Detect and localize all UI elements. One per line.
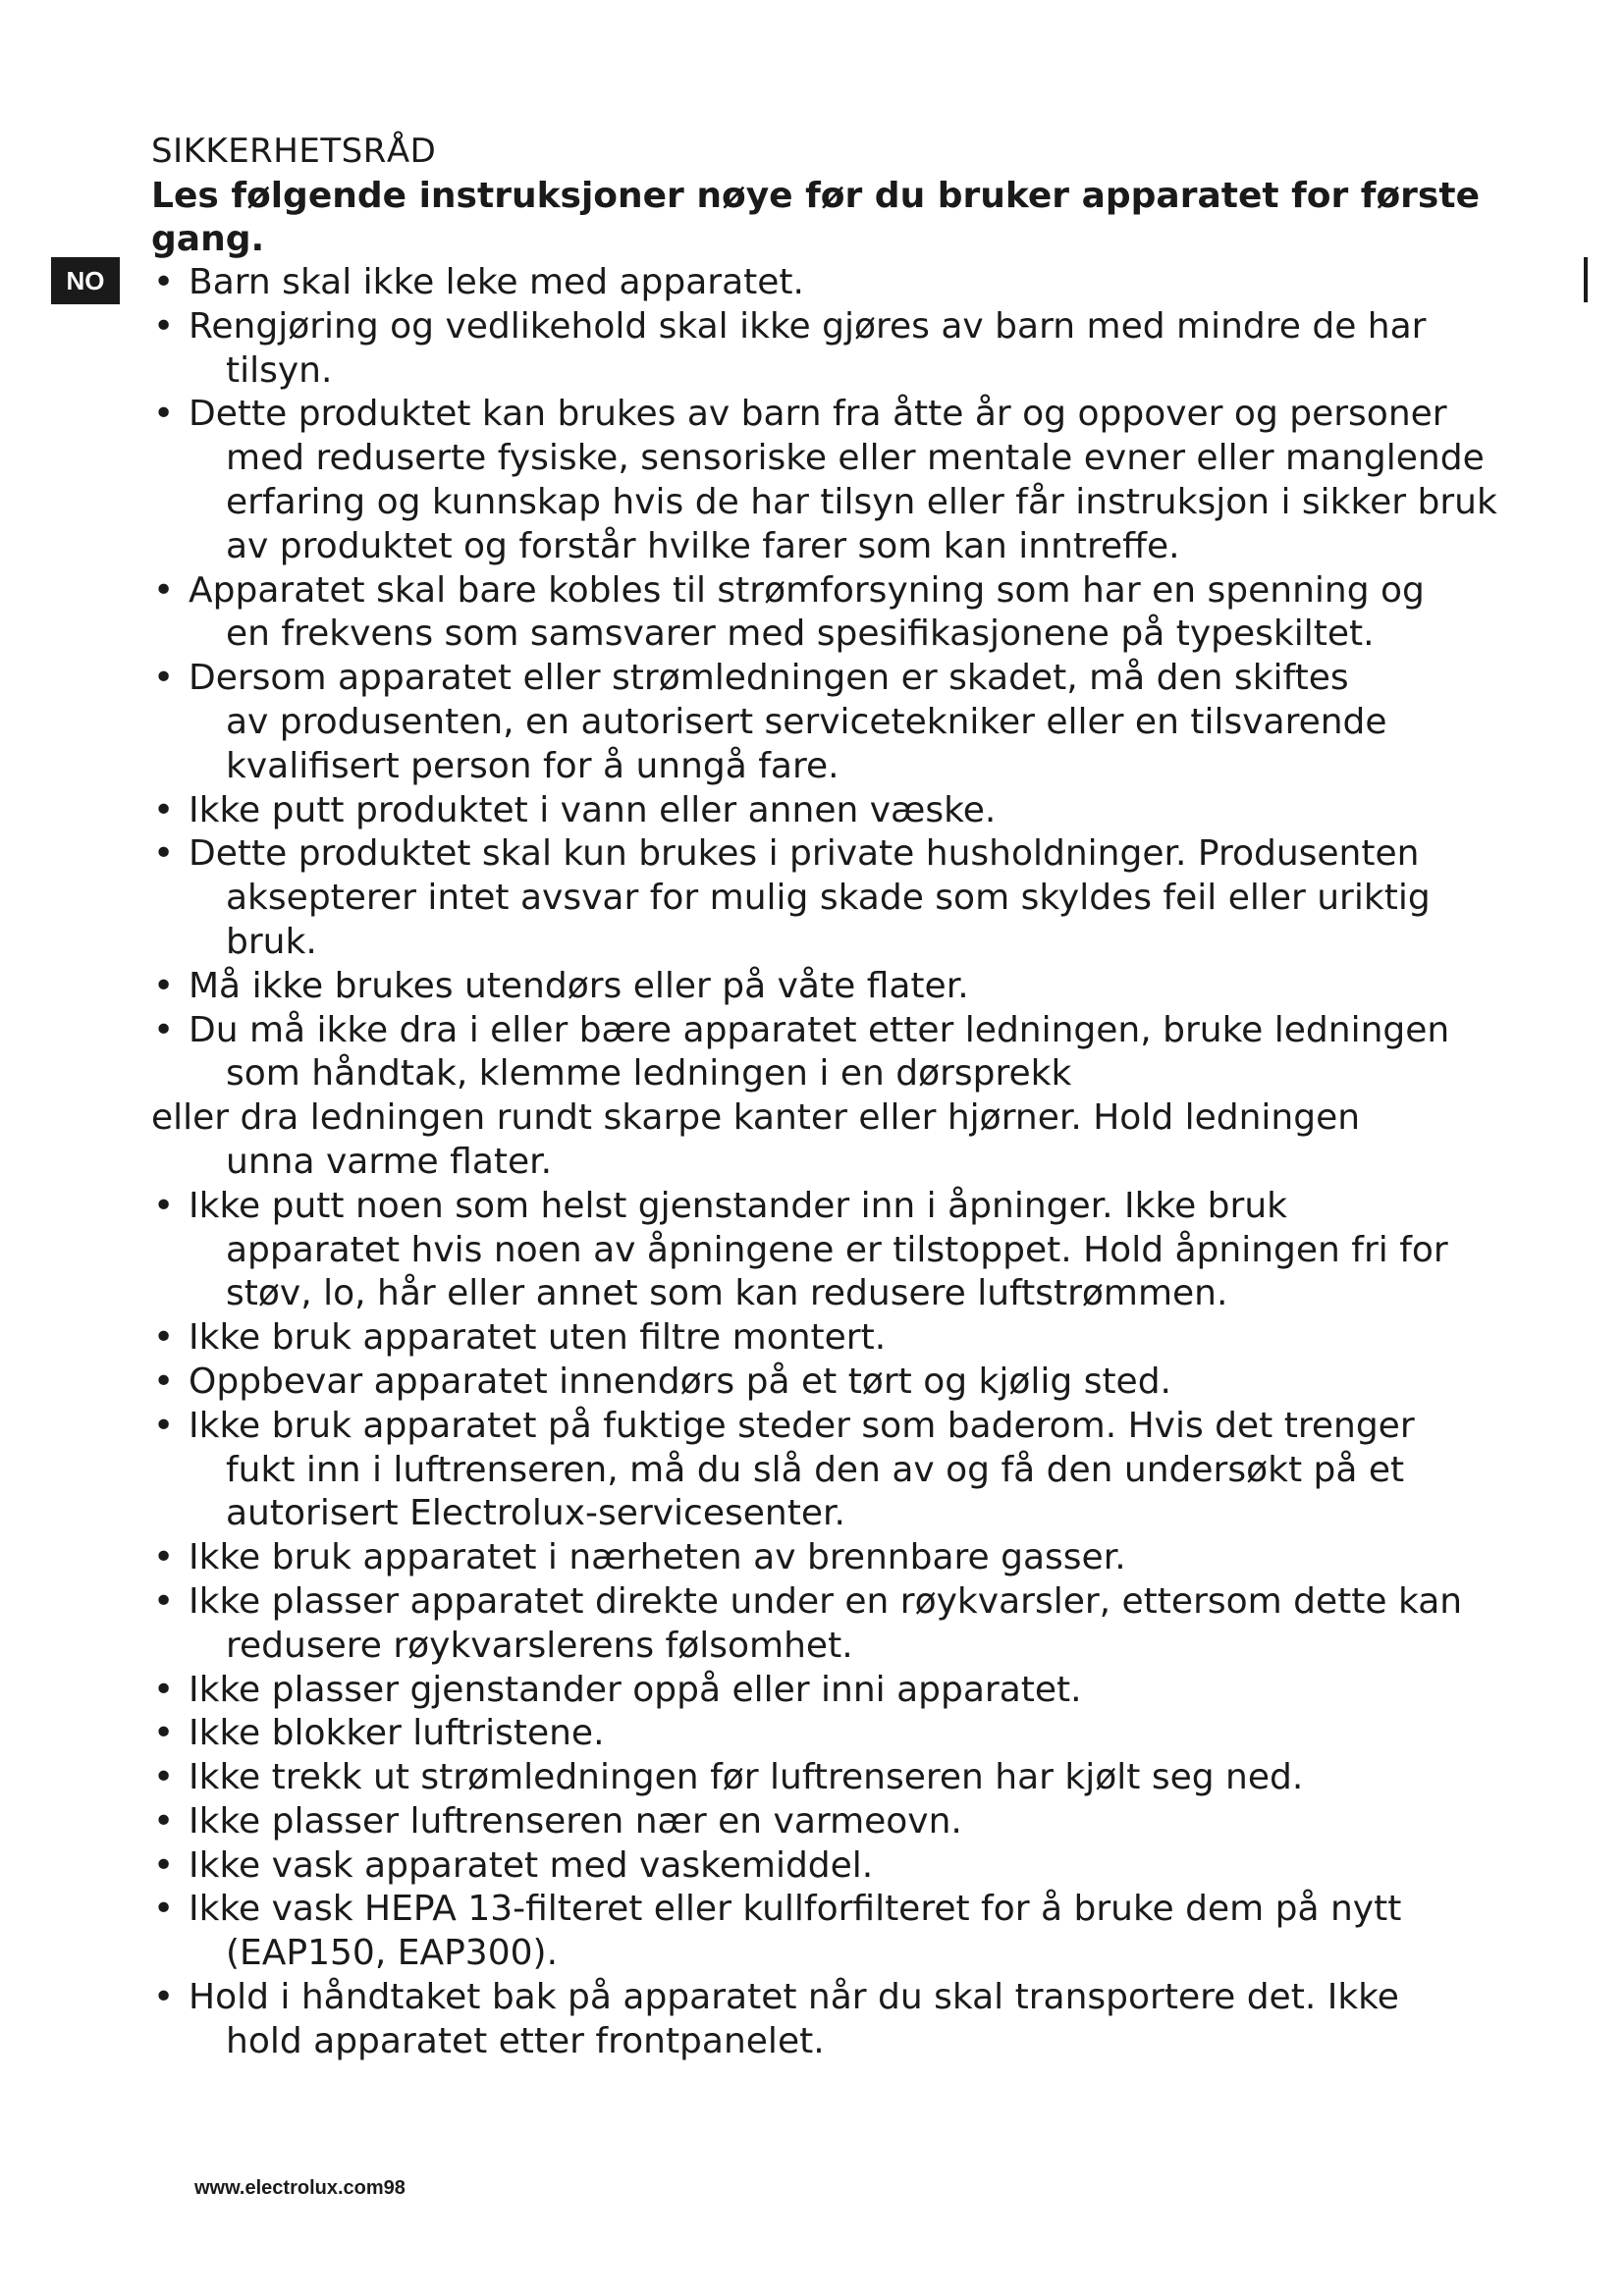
safety-item-text-continued: redusere røykvarslerens følsomhet. xyxy=(226,1625,853,1666)
safety-item-text-continued: unna varme flater. xyxy=(226,1141,553,1182)
safety-item xyxy=(151,789,1516,833)
safety-item-text: Må ikke brukes utendørs eller på våte flater. xyxy=(189,965,969,1006)
safety-item-text: Apparatet skal bare kobles til strømforsyning som har en spenning og xyxy=(189,569,1425,611)
safety-item xyxy=(151,1756,1516,1800)
safety-item-text-continued: aksepterer intet avsvar for mulig skade som skyldes feil eller uriktig xyxy=(226,878,1431,919)
safety-item-text-continued: av produktet og forstår hvilke farer som kan inntreffe. xyxy=(226,525,1180,566)
safety-item xyxy=(151,1536,1516,1580)
bullet-icon: • xyxy=(153,1713,175,1754)
bullet-icon: • xyxy=(153,1800,175,1842)
safety-item-text-continued: som håndtak, klemme ledningen i en dørsprekk xyxy=(226,1053,1072,1095)
safety-item-text-continued: fukt inn i luftrenseren, må du slå den av og få den undersøkt på et xyxy=(226,1449,1405,1490)
safety-item-text: Ikke vask apparatet med vaskemiddel. xyxy=(189,1844,874,1886)
safety-item-text: Du må ikke dra i eller bære apparatet etter ledningen, bruke ledningen xyxy=(189,1009,1450,1050)
safety-item-text: Ikke plasser gjenstander oppå eller inni apparatet. xyxy=(189,1669,1082,1710)
safety-item xyxy=(151,657,1516,788)
safety-item-text: Ikke putt noen som helst gjenstander inn i åpninger. Ikke bruk xyxy=(189,1185,1287,1226)
safety-item xyxy=(151,832,1516,964)
safety-item-text: Ikke plasser luftrenseren nær en varmeovn. xyxy=(189,1800,962,1842)
safety-item xyxy=(151,569,1516,658)
section-title: SIKKERHETSRÅD xyxy=(151,132,437,171)
bullet-icon: • xyxy=(153,789,175,830)
bullet-icon: • xyxy=(153,1844,175,1886)
safety-item-text: Barn skal ikke leke med apparatet. xyxy=(189,262,804,302)
bullet-icon: • xyxy=(153,305,175,347)
bullet-icon: • xyxy=(153,1537,175,1578)
safety-item xyxy=(151,1976,1516,2064)
safety-item-text-continued: støv, lo, hår eller annet som kan redusere luftstrømmen. xyxy=(226,1273,1228,1314)
bullet-icon: • xyxy=(153,1669,175,1710)
safety-item xyxy=(151,261,1516,305)
safety-item-text: Dette produktet skal kun brukes i private husholdninger. Produsenten xyxy=(189,833,1420,875)
bullet-icon: • xyxy=(153,1757,175,1798)
safety-item-text-continued: kvalifisert person for å unngå fare. xyxy=(226,745,839,786)
safety-item-text: Dette produktet kan brukes av barn fra åtte år og oppover og personer xyxy=(189,394,1447,435)
safety-item xyxy=(151,1712,1516,1756)
safety-item-text: Ikke blokker luftristene. xyxy=(189,1713,605,1754)
safety-item-text-continued: bruk. xyxy=(226,921,317,962)
safety-item xyxy=(151,1844,1516,1889)
safety-item-text: Rengjøring og vedlikehold skal ikke gjøres av barn med mindre de har xyxy=(189,305,1427,347)
safety-section xyxy=(151,130,1516,2064)
footer-url: www.electrolux.com98 xyxy=(194,2177,406,2199)
safety-item-text: Dersom apparatet eller strømledningen er skadet, må den skiftes xyxy=(189,658,1349,699)
safety-item-text-continued: apparatet hvis noen av åpningene er tilstoppet. Hold åpningen fri for xyxy=(226,1229,1448,1270)
safety-item-text: Ikke putt produktet i vann eller annen væske. xyxy=(189,789,997,830)
bullet-icon: • xyxy=(153,1185,175,1226)
bullet-icon: • xyxy=(153,965,175,1006)
bullet-icon: • xyxy=(153,1317,175,1359)
safety-item-text-continued: med reduserte fysiske, sensoriske eller mentale evner eller manglende xyxy=(226,438,1485,479)
bullet-icon: • xyxy=(153,1009,175,1050)
bullet-icon: • xyxy=(153,569,175,611)
safety-item-text-continued: (EAP150, EAP300). xyxy=(226,1933,559,1974)
safety-item-text-continued: hold apparatet etter frontpanelet. xyxy=(226,2020,825,2061)
page-edge-marker xyxy=(1584,257,1588,302)
safety-item xyxy=(151,1580,1516,1669)
bullet-icon: • xyxy=(153,262,175,302)
safety-item-text-continued: erfaring og kunnskap hvis de har tilsyn eller får instruksjon i sikker bruk xyxy=(226,481,1497,522)
bullet-icon: • xyxy=(153,658,175,699)
safety-item-text-continued: tilsyn. xyxy=(226,349,333,391)
bullet-icon: • xyxy=(153,394,175,435)
safety-list xyxy=(151,261,1516,2064)
bullet-icon: • xyxy=(153,1977,175,2018)
safety-item-text-continued: av produsenten, en autorisert servicetekniker eller en tilsvarende xyxy=(226,701,1387,742)
bullet-icon: • xyxy=(153,1580,175,1622)
bullet-icon: • xyxy=(153,833,175,875)
safety-item-text: Ikke bruk apparatet på fuktige steder som baderom. Hvis det trenger xyxy=(189,1405,1415,1446)
bullet-icon: • xyxy=(153,1361,175,1402)
safety-item xyxy=(151,1800,1516,1844)
safety-item-text: Ikke trekk ut strømledningen før luftrenseren har kjølt seg ned. xyxy=(189,1757,1304,1798)
safety-item-text: Ikke plasser apparatet direkte under en røykvarsler, ettersom dette kan xyxy=(189,1580,1463,1622)
safety-item-text-continued: en frekvens som samsvarer med spesifikasjonene på typeskiltet. xyxy=(226,614,1375,655)
safety-item xyxy=(151,1316,1516,1361)
safety-item-text: Ikke vask HEPA 13-filteret eller kullforfilteret for å bruke dem på nytt xyxy=(189,1889,1402,1930)
safety-item xyxy=(151,1405,1516,1536)
safety-item xyxy=(151,1669,1516,1713)
safety-item-text-continued: autorisert Electrolux-servicesenter. xyxy=(226,1493,845,1534)
safety-item xyxy=(151,305,1516,394)
safety-item xyxy=(151,1888,1516,1976)
safety-item xyxy=(151,965,1516,1009)
safety-item xyxy=(151,1009,1516,1185)
safety-item xyxy=(151,1361,1516,1405)
safety-item-text: Ikke bruk apparatet i nærheten av brennbare gasser. xyxy=(189,1537,1126,1578)
safety-item-text-continued: eller dra ledningen rundt skarpe kanter eller hjørner. Hold ledningen xyxy=(151,1097,1361,1139)
safety-item-text: Oppbevar apparatet innendørs på et tørt og kjølig sted. xyxy=(189,1361,1172,1402)
safety-item-text: Ikke bruk apparatet uten filtre montert. xyxy=(189,1317,887,1359)
intro-text: Les følgende instruksjoner nøye før du bruker apparatet for første gang. xyxy=(151,176,1480,259)
language-tab: NO xyxy=(51,257,120,304)
bullet-icon: • xyxy=(153,1405,175,1446)
safety-item-text: Hold i håndtaket bak på apparatet når du skal transportere det. Ikke xyxy=(189,1977,1399,2018)
bullet-icon: • xyxy=(153,1889,175,1930)
safety-item xyxy=(151,1185,1516,1316)
safety-item xyxy=(151,393,1516,568)
